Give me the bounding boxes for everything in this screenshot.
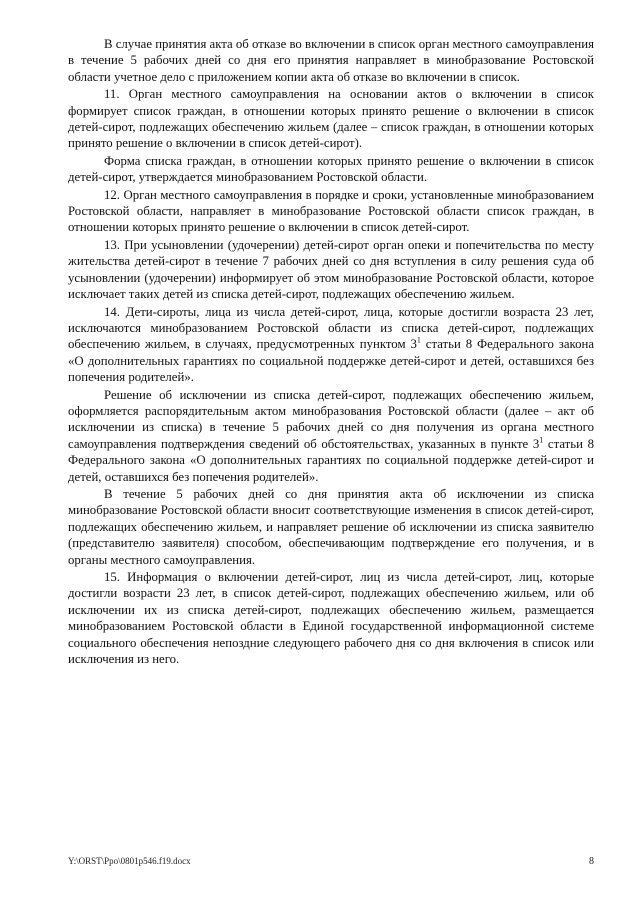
superscript: 1 (416, 336, 421, 346)
paragraph: Решение об исключении из списка детей-сирот, подлежащих обеспечению жильем, оформляется распорядительным актом минобразования Ростовской области (далее – акт об исключении из списка) в течение 5 рабочих дней со дня получения из органа местного самоуправления подтверждения сведений об обстоятельствах, указанных в пункте $3^1$ статьи 8 Федерального закона «О дополнительных гарантиях по социальной поддержке детей-сирот и детей, оставшихся без попечения родителей». (68, 387, 594, 484)
paragraph: В случае принятия акта об отказе во включении в список орган местного самоуправления в течение 5 рабочих дней со дня его принятия направляет в минобразование Ростовской области учетное дело с приложением копии акта об отказе во включении в список. (68, 37, 595, 84)
paragraph-12: 12. Орган местного самоуправления в порядке и сроки, установленные минобразованием Ростовской области, направляет в минобразование Ростовской области список граждан, в отношении которых принято решение о включении в список детей-сирот. (68, 187, 594, 235)
page-number: 8 (589, 856, 594, 867)
paragraph-11: 11. Орган местного самоуправления на основании актов о включении в список формирует список граждан, в отношении которых принято решение о включении в список детей-сирот, подлежащих обеспечению жильем (далее – список граждан, в отношении которых принято решение о включении в список детей-сирот). (68, 87, 594, 151)
paragraph-14: 14. Дети-сироты, лица из числа детей-сирот, лица, которые достигли возраста 23 лет, исключаются минобразованием Ростовской области из списка детей-сирот, подлежащих обеспечению жильем, в случаях, предусмотренных пунктом $3^1$ статьи 8 Федерального закона «О дополнительных гарантиях по социальной поддержке детей-сирот и детей, оставшихся без попечения родителей». (68, 304, 594, 385)
paragraph-15: 15. Информация о включении детей-сирот, лиц из числа детей-сирот, лиц, которые достигли возрасти 23 лет, в список детей-сирот, подлежащих обеспечению жильем, или об исключении их из списка детей-сирот, подлежащих обеспечению жильем, размещается минобразованием Ростовской области в Единой государственной информационной системе социального обеспечения непоздние следующего рабочего дня со дня включения в список или исключения из него. (68, 570, 594, 667)
paragraph: Форма списка граждан, в отношении которых принято решение о включении в список детей-сирот, утверждается минобразованием Ростовской области. (68, 153, 594, 185)
superscript: 1 (539, 435, 544, 445)
document-body (68, 36, 594, 668)
file-path: Y:\ORST\Ppo\0801p546.f19.docx (68, 856, 191, 866)
paragraph-13: 13. При усыновлении (удочерении) детей-сирот орган опеки и попечительства по месту жительства детей-сирот в течение 7 рабочих дней со дня вступления в силу решения суда об усыновлении (удочерении) информирует об этом минобразование Ростовской области, которое исключает таких детей из списка детей-сирот, подлежащих обеспечению жильем. (68, 237, 594, 302)
paragraph: В течение 5 рабочих дней со дня принятия акта об исключении из списка минобразование Ростовской области вносит соответствующие изменения в список детей-сирот, подлежащих обеспечению жильем, и направляет решение об исключении из списка заявителю (представителю заявителя) способом, обеспечивающим подтверждение его получения, и в органы местного самоуправления. (68, 486, 594, 567)
